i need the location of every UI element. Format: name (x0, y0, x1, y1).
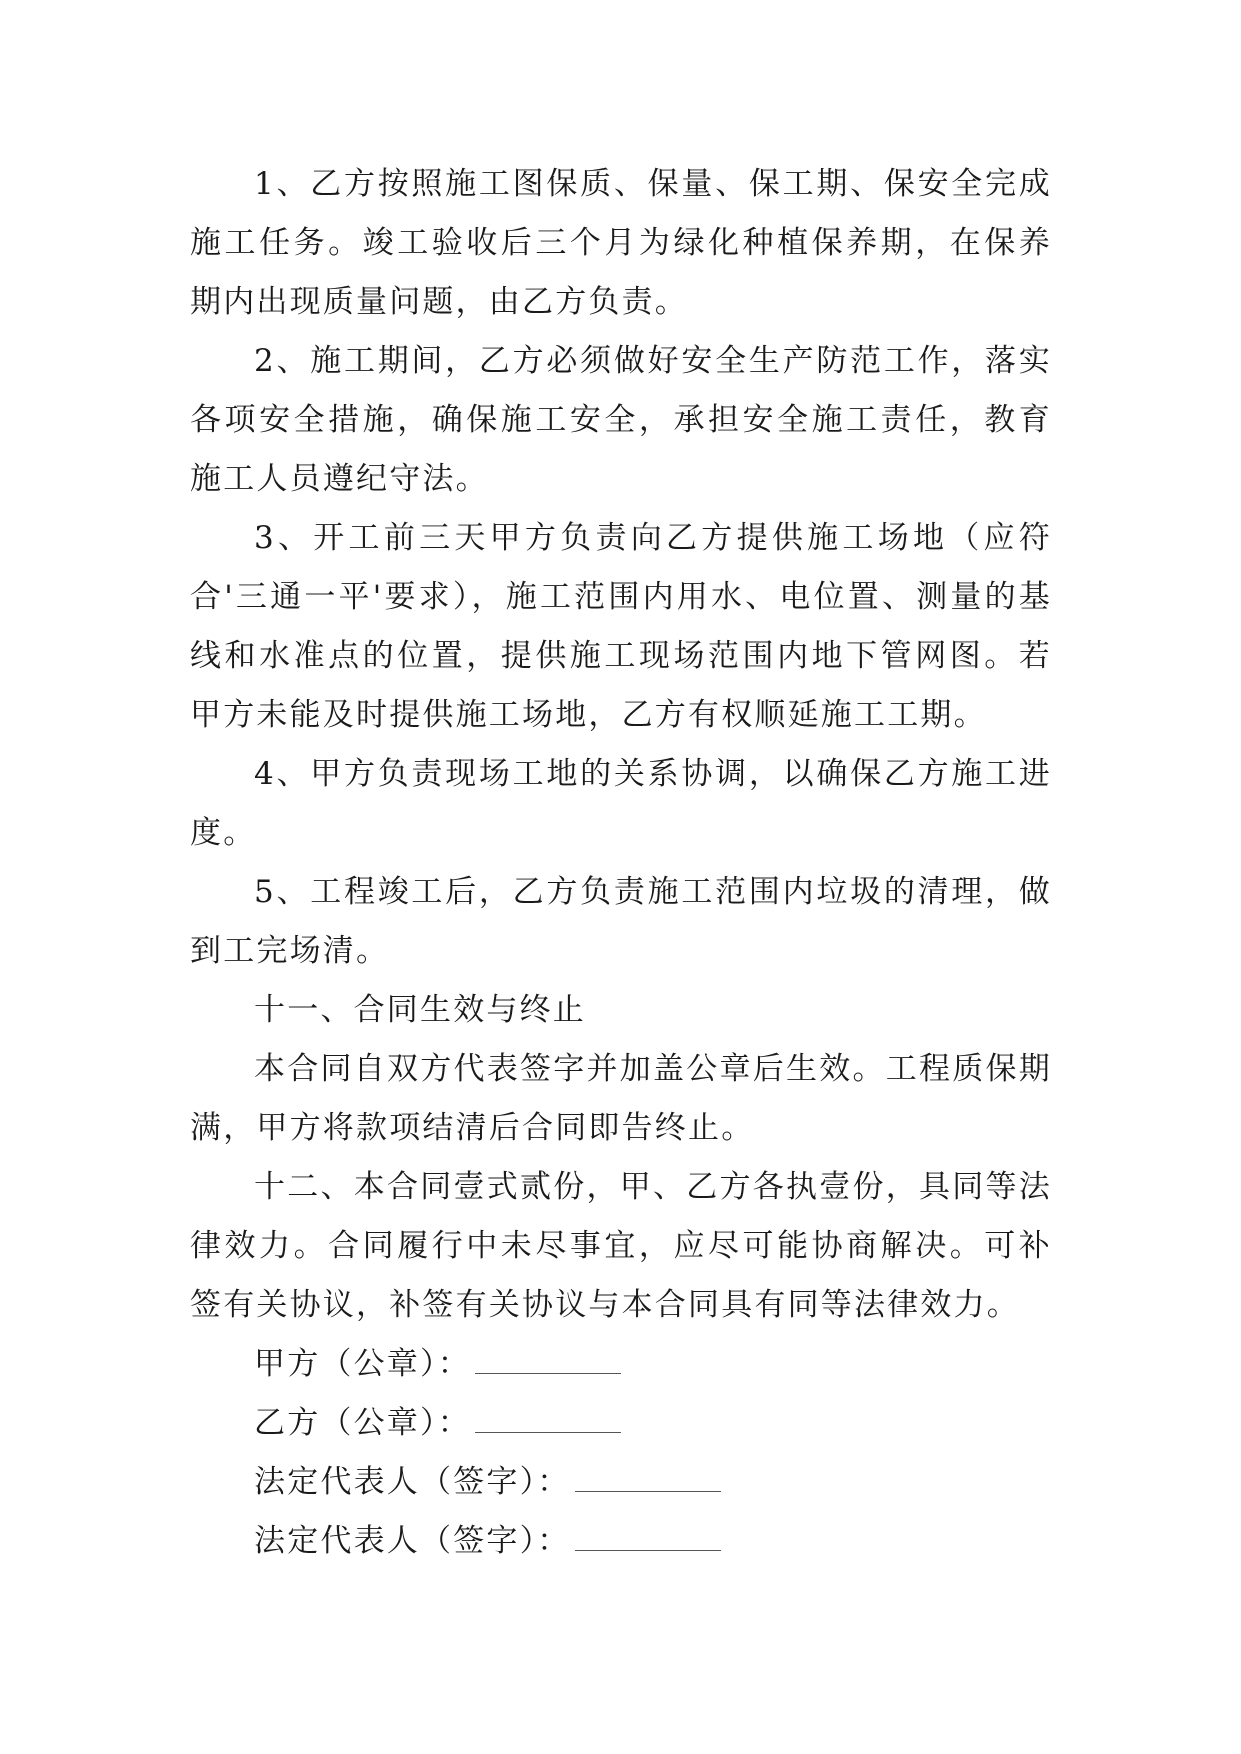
legal-rep-signature-blank-1 (575, 1467, 721, 1492)
legal-rep-signature-blank-2 (575, 1526, 721, 1551)
clause-5-paragraph: 5、工程竣工后，乙方负责施工范围内垃圾的清理，做到工完场清。 (190, 874, 1052, 969)
document-page (190, 155, 1052, 1571)
clause-1-paragraph: 1、乙方按照施工图保质、保量、保工期、保安全完成施工任务。竣工验收后三个月为绿化种植保养期，在保养期内出现质量问题，由乙方负责。 (190, 166, 1052, 320)
legal-rep-signature-label-1: 法定代表人（签字）： (254, 1464, 571, 1500)
effect-termination-paragraph: 本合同自双方代表签字并加盖公章后生效。工程质保期满，甲方将款项结清后合同即告终止。 (190, 1051, 1052, 1146)
party-a-seal-label: 甲方（公章）： (254, 1346, 471, 1382)
clause-3-paragraph: 3、开工前三天甲方负责向乙方提供施工场地（应符合'三通一平'要求），施工范围内用水、电位置、测量的基线和水准点的位置，提供施工现场范围内地下管网图。若甲方未能及时提供施工场地，乙方有权顺延施工工期。 (190, 520, 1052, 733)
party-b-seal-line (190, 1394, 1052, 1453)
section-heading-effect-termination: 十一、合同生效与终止 (254, 992, 586, 1028)
legal-rep-signature-label-2: 法定代表人（签字）： (254, 1523, 571, 1559)
party-b-seal-blank (475, 1408, 621, 1433)
legal-rep-signature-line-2 (190, 1512, 1052, 1571)
clause-2-paragraph: 2、施工期间，乙方必须做好安全生产防范工作，落实各项安全措施，确保施工安全，承担安全施工责任，教育施工人员遵纪守法。 (190, 343, 1052, 497)
party-a-seal-line (190, 1335, 1052, 1394)
party-a-seal-blank (475, 1349, 621, 1374)
legal-rep-signature-line-1 (190, 1453, 1052, 1512)
clause-4-paragraph: 4、甲方负责现场工地的关系协调，以确保乙方施工进度。 (190, 756, 1052, 851)
section-twelve-paragraph: 十二、本合同壹式贰份，甲、乙方各执壹份，具同等法律效力。合同履行中未尽事宜，应尽可能协商解决。可补签有关协议，补签有关协议与本合同具有同等法律效力。 (190, 1169, 1052, 1323)
party-b-seal-label: 乙方（公章）： (254, 1405, 471, 1441)
